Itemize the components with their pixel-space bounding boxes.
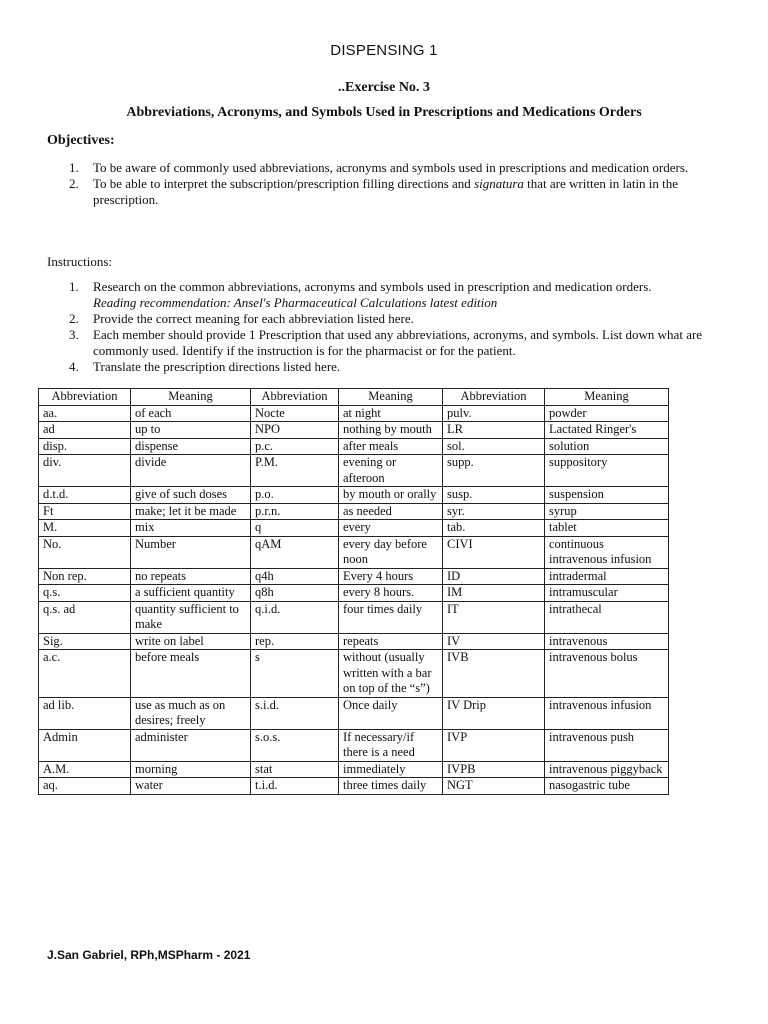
- item-number: 1.: [69, 279, 79, 294]
- abbreviation-cell: s: [251, 650, 339, 698]
- meaning-cell: continuous intravenous infusion: [545, 536, 669, 568]
- abbreviation-cell: ad: [39, 422, 131, 439]
- meaning-cell: of each: [131, 405, 251, 422]
- abbreviation-cell: A.M.: [39, 761, 131, 778]
- meaning-cell: If necessary/if there is a need: [339, 729, 443, 761]
- meaning-cell: write on label: [131, 633, 251, 650]
- table-row: [39, 422, 669, 439]
- abbreviation-cell: p.c.: [251, 438, 339, 455]
- abbreviation-cell: qAM: [251, 536, 339, 568]
- abbreviation-table: [38, 388, 669, 795]
- objectives-list: [47, 160, 717, 208]
- meaning-cell: Lactated Ringer's: [545, 422, 669, 439]
- item-number: 3.: [69, 327, 79, 342]
- abbreviation-cell: supp.: [443, 455, 545, 487]
- abbreviation-cell: syr.: [443, 503, 545, 520]
- abbreviation-cell: pulv.: [443, 405, 545, 422]
- course-title: DISPENSING 1: [330, 42, 438, 59]
- item-text-emphasis: signatura: [474, 176, 524, 191]
- abbreviation-cell: IT: [443, 601, 545, 633]
- abbreviation-cell: sol.: [443, 438, 545, 455]
- abbreviation-cell: IM: [443, 585, 545, 602]
- meaning-cell: Every 4 hours: [339, 568, 443, 585]
- table-row: [39, 585, 669, 602]
- abbreviation-cell: q4h: [251, 568, 339, 585]
- meaning-cell: divide: [131, 455, 251, 487]
- abbreviation-cell: stat: [251, 761, 339, 778]
- meaning-cell: intradermal: [545, 568, 669, 585]
- item-text-pre: To be able to interpret the subscription/prescription filling directions and: [93, 176, 475, 191]
- table-row: [39, 778, 669, 795]
- meaning-cell: mix: [131, 520, 251, 537]
- meaning-cell: up to: [131, 422, 251, 439]
- meaning-cell: intravenous bolus: [545, 650, 669, 698]
- meaning-cell: Number: [131, 536, 251, 568]
- reading-recommendation: Reading recommendation: Ansel's Pharmaceutical Calculations latest edition: [93, 295, 498, 310]
- abbreviation-cell: aa.: [39, 405, 131, 422]
- abbreviation-cell: IVPB: [443, 761, 545, 778]
- column-header: Meaning: [545, 389, 669, 406]
- abbreviation-cell: tab.: [443, 520, 545, 537]
- meaning-cell: Once daily: [339, 697, 443, 729]
- meaning-cell: immediately: [339, 761, 443, 778]
- abbreviation-cell: a.c.: [39, 650, 131, 698]
- column-header: Abbreviation: [39, 389, 131, 406]
- abbreviation-cell: LR: [443, 422, 545, 439]
- list-item: [47, 359, 717, 375]
- list-item: [47, 160, 717, 176]
- meaning-cell: without (usually written with a bar on top of the “s”): [339, 650, 443, 698]
- abbreviation-cell: disp.: [39, 438, 131, 455]
- meaning-cell: suppository: [545, 455, 669, 487]
- meaning-cell: before meals: [131, 650, 251, 698]
- abbreviation-cell: p.r.n.: [251, 503, 339, 520]
- abbreviation-cell: s.o.s.: [251, 729, 339, 761]
- meaning-cell: three times daily: [339, 778, 443, 795]
- abbreviation-cell: aq.: [39, 778, 131, 795]
- meaning-cell: intravenous piggyback: [545, 761, 669, 778]
- meaning-cell: intravenous: [545, 633, 669, 650]
- abbreviation-cell: IVB: [443, 650, 545, 698]
- abbreviation-cell: q: [251, 520, 339, 537]
- abbreviation-cell: susp.: [443, 487, 545, 504]
- abbreviation-cell: Ft: [39, 503, 131, 520]
- abbreviation-cell: q.s.: [39, 585, 131, 602]
- meaning-cell: every: [339, 520, 443, 537]
- meaning-cell: intravenous infusion: [545, 697, 669, 729]
- meaning-cell: make; let it be made: [131, 503, 251, 520]
- item-text: Provide the correct meaning for each abbreviation listed here.: [93, 311, 414, 326]
- list-item: [47, 327, 717, 359]
- abbreviation-cell: NPO: [251, 422, 339, 439]
- meaning-cell: solution: [545, 438, 669, 455]
- meaning-cell: intrathecal: [545, 601, 669, 633]
- meaning-cell: powder: [545, 405, 669, 422]
- item-number: 4.: [69, 359, 79, 374]
- abbreviation-cell: M.: [39, 520, 131, 537]
- meaning-cell: suspension: [545, 487, 669, 504]
- abbreviation-cell: Sig.: [39, 633, 131, 650]
- abbreviation-cell: p.o.: [251, 487, 339, 504]
- meaning-cell: dispense: [131, 438, 251, 455]
- table-body: [39, 405, 669, 794]
- item-text: Each member should provide 1 Prescription that used any abbreviations, acronyms, and symbols. List down what are commonly used. Identify if the instruction is for the pharmacist or for the patient.: [93, 327, 703, 358]
- list-item: [47, 311, 717, 327]
- table-header-row: [39, 389, 669, 406]
- abbreviation-cell: s.i.d.: [251, 697, 339, 729]
- meaning-cell: every 8 hours.: [339, 585, 443, 602]
- meaning-cell: syrup: [545, 503, 669, 520]
- meaning-cell: water: [131, 778, 251, 795]
- author-footer: J.San Gabriel, RPh,MSPharm - 2021: [47, 948, 251, 962]
- table-row: [39, 697, 669, 729]
- abbreviation-cell: IV Drip: [443, 697, 545, 729]
- table-row: [39, 729, 669, 761]
- abbreviation-cell: P.M.: [251, 455, 339, 487]
- abbreviation-cell: rep.: [251, 633, 339, 650]
- column-header: Abbreviation: [251, 389, 339, 406]
- abbreviation-cell: div.: [39, 455, 131, 487]
- abbreviation-cell: t.i.d.: [251, 778, 339, 795]
- abbreviation-cell: CIVI: [443, 536, 545, 568]
- exercise-number: ..Exercise No. 3: [338, 80, 430, 95]
- meaning-cell: four times daily: [339, 601, 443, 633]
- meaning-cell: every day before noon: [339, 536, 443, 568]
- meaning-cell: nothing by mouth: [339, 422, 443, 439]
- instructions-list: [47, 279, 717, 375]
- abbreviation-cell: IV: [443, 633, 545, 650]
- meaning-cell: morning: [131, 761, 251, 778]
- abbreviation-cell: NGT: [443, 778, 545, 795]
- abbreviation-cell: Nocte: [251, 405, 339, 422]
- abbreviation-cell: ad lib.: [39, 697, 131, 729]
- abbreviation-cell: No.: [39, 536, 131, 568]
- item-number: 2.: [69, 311, 79, 326]
- column-header: Meaning: [339, 389, 443, 406]
- meaning-cell: administer: [131, 729, 251, 761]
- abbreviation-cell: IVP: [443, 729, 545, 761]
- meaning-cell: tablet: [545, 520, 669, 537]
- item-text-post: that are written in latin in the prescription.: [93, 176, 679, 207]
- list-item: [47, 279, 717, 311]
- table-row: [39, 438, 669, 455]
- list-item: [47, 176, 717, 208]
- item-text: Translate the prescription directions listed here.: [93, 359, 341, 374]
- table-row: [39, 455, 669, 487]
- abbreviation-cell: q.i.d.: [251, 601, 339, 633]
- table-row: [39, 503, 669, 520]
- meaning-cell: a sufficient quantity: [131, 585, 251, 602]
- meaning-cell: repeats: [339, 633, 443, 650]
- abbreviation-cell: Non rep.: [39, 568, 131, 585]
- abbreviation-cell: Admin: [39, 729, 131, 761]
- abbreviation-cell: d.t.d.: [39, 487, 131, 504]
- column-header: Meaning: [131, 389, 251, 406]
- item-text: Research on the common abbreviations, acronyms and symbols used in prescription and medication orders.: [93, 279, 652, 294]
- abbreviation-cell: q.s. ad: [39, 601, 131, 633]
- document-title: Abbreviations, Acronyms, and Symbols Used in Prescriptions and Medications Orders: [126, 105, 642, 120]
- instructions-heading: Instructions:: [47, 254, 112, 269]
- meaning-cell: by mouth or orally: [339, 487, 443, 504]
- abbreviation-cell: ID: [443, 568, 545, 585]
- meaning-cell: as needed: [339, 503, 443, 520]
- meaning-cell: at night: [339, 405, 443, 422]
- meaning-cell: use as much as on desires; freely: [131, 697, 251, 729]
- table-row: [39, 568, 669, 585]
- abbreviation-cell: q8h: [251, 585, 339, 602]
- item-number: 1.: [69, 160, 79, 175]
- table-row: [39, 536, 669, 568]
- item-number: 2.: [69, 176, 79, 191]
- meaning-cell: quantity sufficient to make: [131, 601, 251, 633]
- meaning-cell: nasogastric tube: [545, 778, 669, 795]
- meaning-cell: intravenous push: [545, 729, 669, 761]
- table-row: [39, 633, 669, 650]
- item-text: To be aware of commonly used abbreviations, acronyms and symbols used in prescriptions and medication orders.: [93, 160, 689, 175]
- column-header: Abbreviation: [443, 389, 545, 406]
- table-row: [39, 520, 669, 537]
- meaning-cell: intramuscular: [545, 585, 669, 602]
- meaning-cell: no repeats: [131, 568, 251, 585]
- table-row: [39, 761, 669, 778]
- table-row: [39, 487, 669, 504]
- meaning-cell: after meals: [339, 438, 443, 455]
- table-row: [39, 601, 669, 633]
- objectives-heading: Objectives:: [47, 133, 115, 148]
- meaning-cell: evening or afteroon: [339, 455, 443, 487]
- table-row: [39, 650, 669, 698]
- table-row: [39, 405, 669, 422]
- meaning-cell: give of such doses: [131, 487, 251, 504]
